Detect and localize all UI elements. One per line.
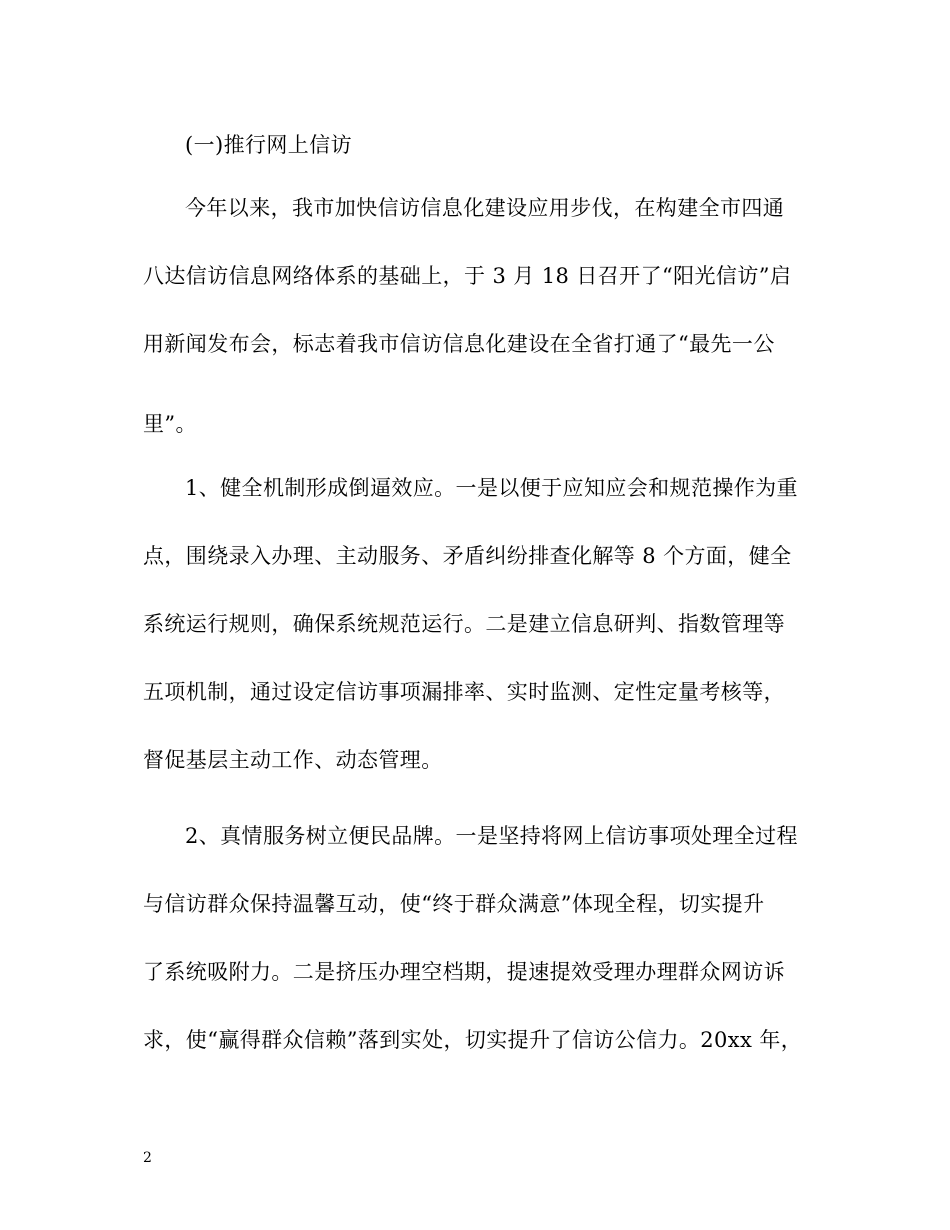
paragraph-line: 点，围绕录入办理、主动服务、矛盾纠纷排查化解等 8 个方面，健全 xyxy=(143,544,792,568)
paragraph-line: 八达信访信息网络体系的基础上，于 3 月 18 日召开了“阳光信访”启 xyxy=(143,264,792,288)
paragraph-line: 今年以来，我市加快信访信息化建设应用步伐，在构建全市四通 xyxy=(185,196,785,220)
section-heading: (一)推行网上信访 xyxy=(185,133,352,157)
paragraph-line: 与信访群众保持温馨互动，使“终于群众满意”体现全程，切实提升 xyxy=(143,892,765,916)
paragraph-line: 求，使“赢得群众信赖”落到实处，切实提升了信访公信力。20xx 年， xyxy=(143,1028,803,1052)
paragraph-line: 里”。 xyxy=(143,412,197,436)
paragraph-line: 了系统吸附力。二是挤压办理空档期，提速提效受理办理群众网访诉 xyxy=(143,960,785,984)
page-number: 2 xyxy=(143,1150,152,1166)
paragraph-line: 系统运行规则，确保系统规范运行。二是建立信息研判、指数管理等 xyxy=(143,612,785,636)
paragraph-line: 2、真情服务树立便民品牌。一是坚持将网上信访事项处理全过程 xyxy=(185,824,798,848)
paragraph-line: 督促基层主动工作、动态管理。 xyxy=(143,748,443,772)
paragraph-line: 用新闻发布会，标志着我市信访信息化建设在全省打通了“最先一公 xyxy=(143,332,775,356)
paragraph-line: 1、健全机制形成倒逼效应。一是以便于应知应会和规范操作为重 xyxy=(185,476,798,500)
paragraph-line: 五项机制，通过设定信访事项漏排率、实时监测、定性定量考核等， xyxy=(143,680,785,704)
